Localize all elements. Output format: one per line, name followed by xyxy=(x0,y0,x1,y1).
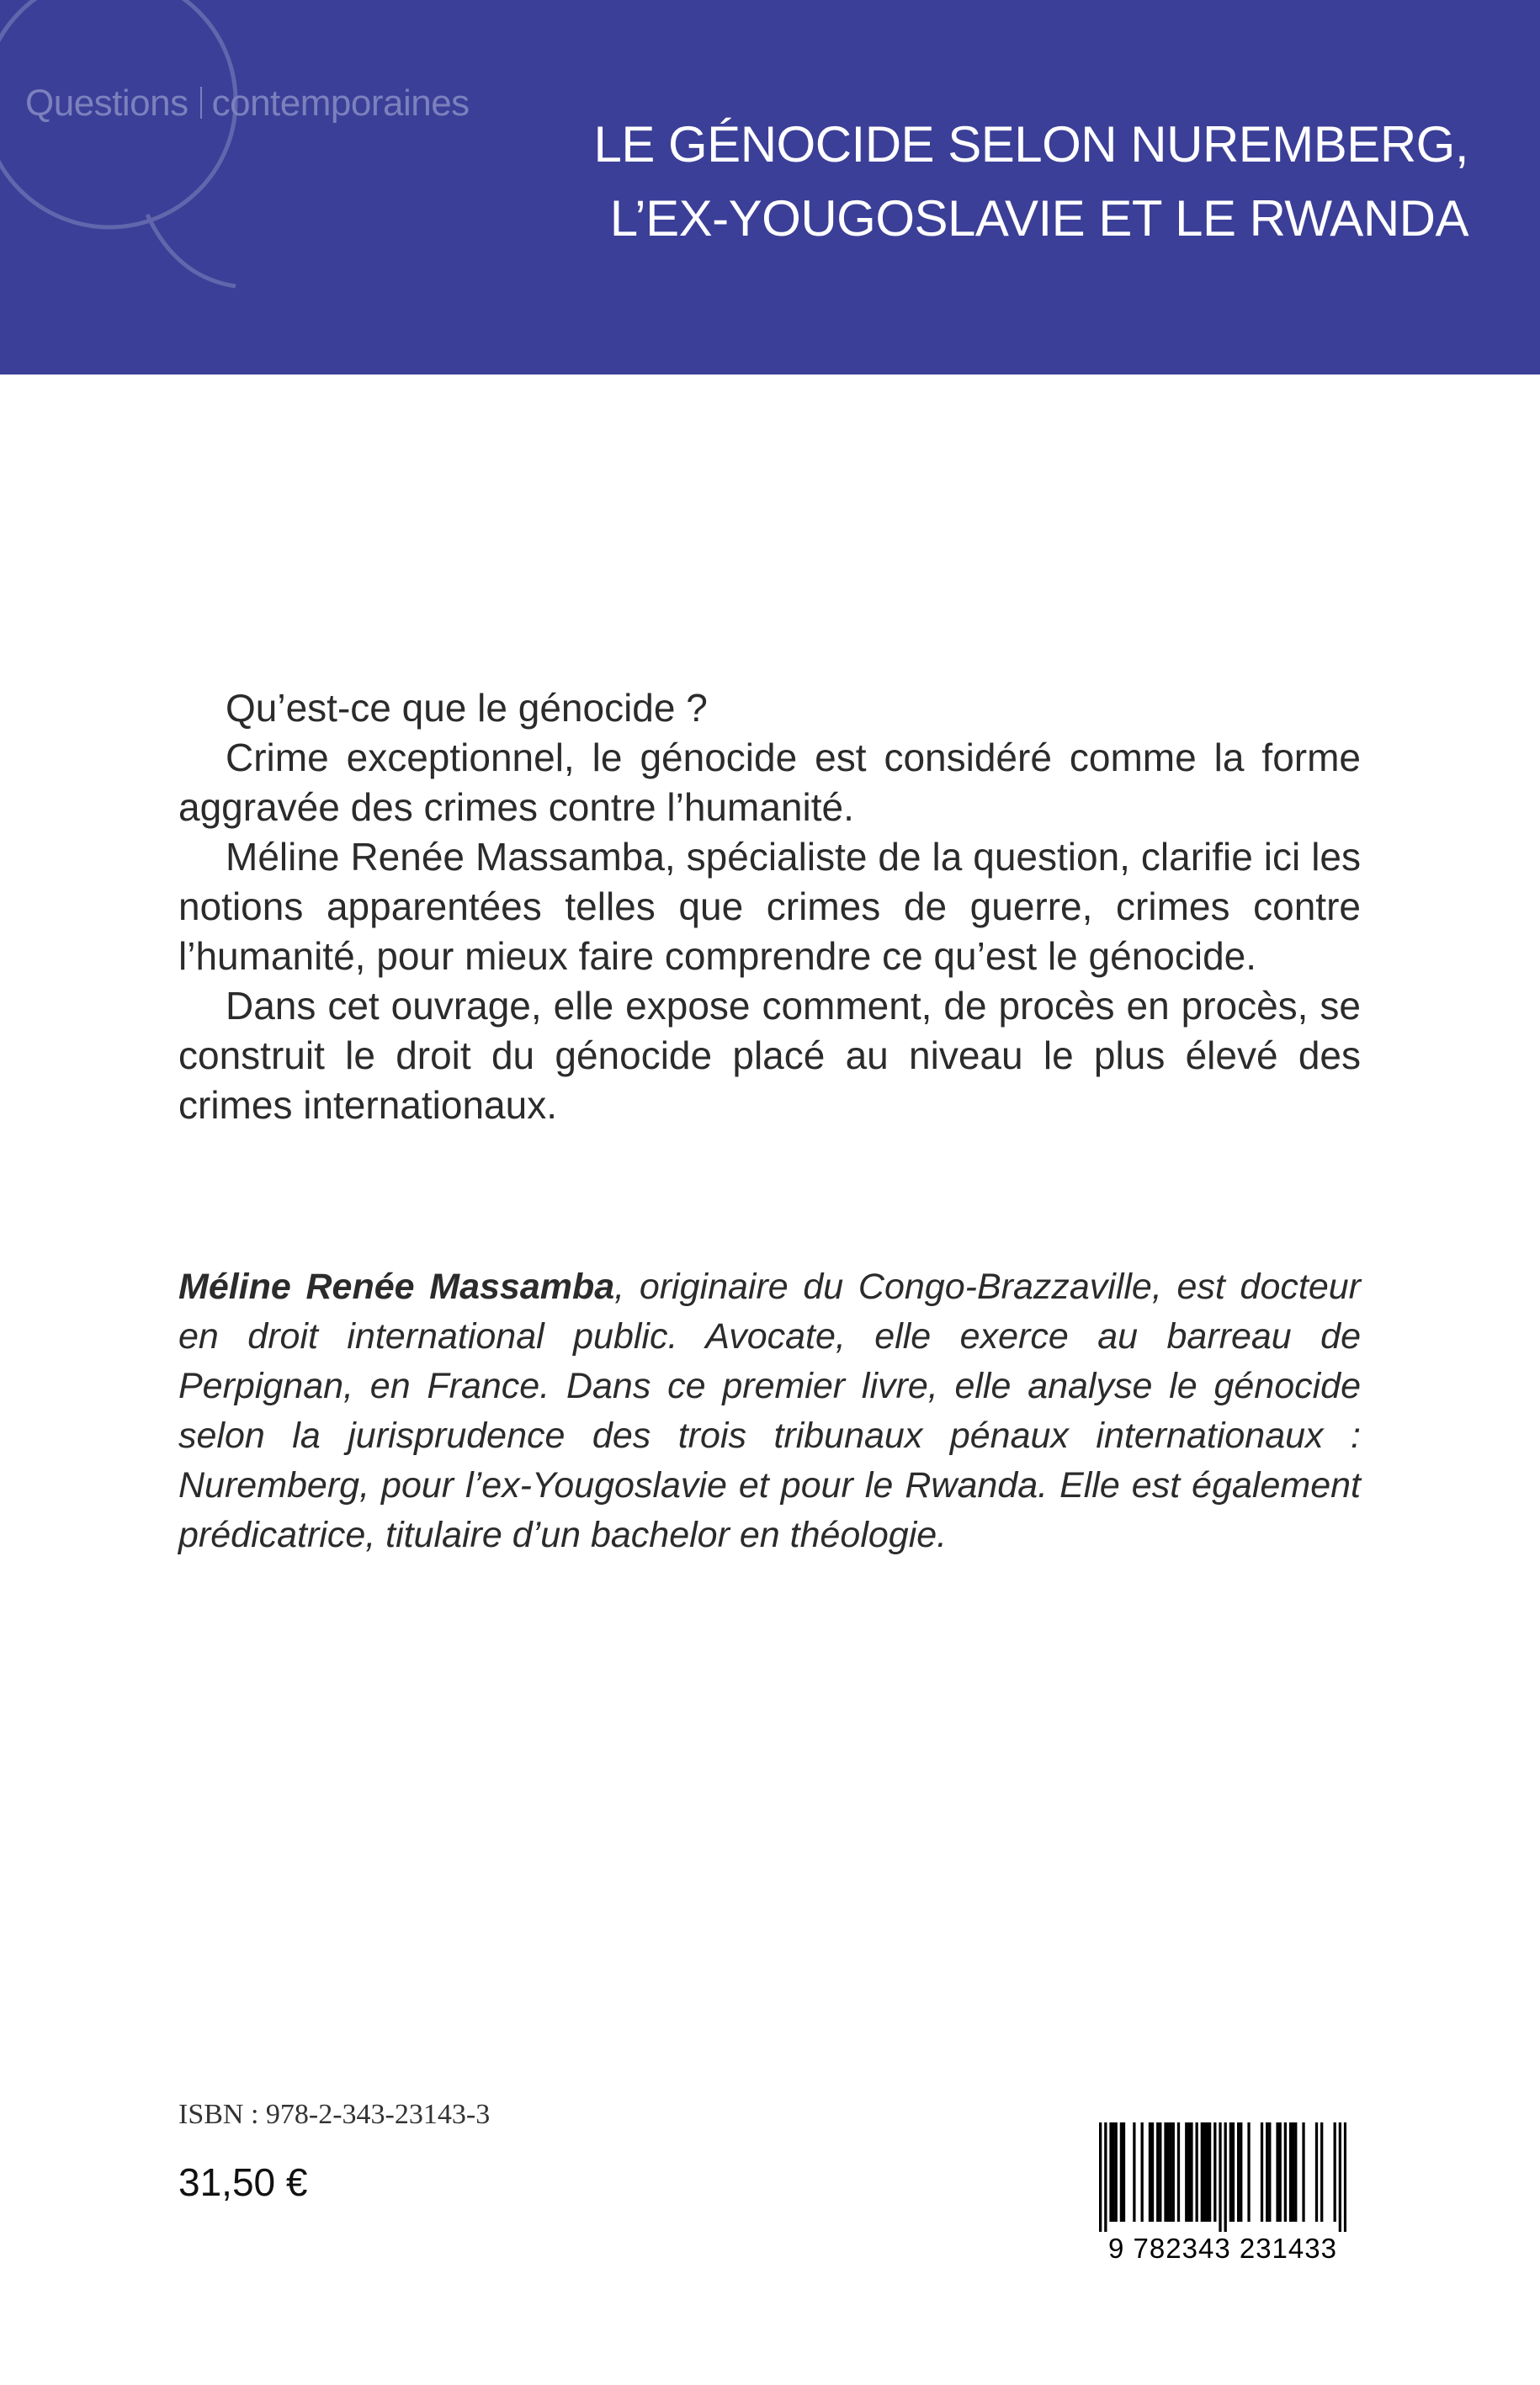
barcode-bar xyxy=(1261,2122,1263,2222)
book-title-line-1: LE GÉNOCIDE SELON NUREMBERG, xyxy=(593,116,1468,173)
series-name-right: contemporaines xyxy=(211,82,470,124)
barcode-bar xyxy=(1276,2122,1278,2222)
synopsis-paragraph: Crime exceptionnel, le génocide est considéré comme la forme aggravée des crimes contre l’humanité. xyxy=(178,736,1361,829)
barcode-bar xyxy=(1302,2122,1304,2222)
author-name: Méline Renée Massamba xyxy=(178,1267,615,1307)
barcode-bar xyxy=(1219,2122,1221,2232)
barcode-bar xyxy=(1156,2122,1159,2222)
barcode-bar xyxy=(1149,2122,1151,2222)
barcode-bar xyxy=(1294,2122,1297,2222)
barcode-bar xyxy=(1123,2122,1125,2222)
series-name xyxy=(25,82,470,125)
barcode-bar xyxy=(1159,2122,1161,2222)
barcode-bar xyxy=(1177,2122,1180,2222)
barcode-bar xyxy=(1237,2122,1240,2222)
q-letter-logo-icon xyxy=(0,0,252,295)
barcode-bar xyxy=(1185,2122,1187,2222)
barcode-bar xyxy=(1266,2122,1268,2222)
barcode-bar xyxy=(1232,2122,1235,2222)
price: 31,50 € xyxy=(178,2160,308,2204)
ean13-barcode-icon xyxy=(1099,2122,1346,2232)
barcode-bar xyxy=(1201,2122,1203,2222)
barcode-bar xyxy=(1315,2122,1318,2222)
barcode-bar xyxy=(1279,2122,1282,2222)
barcode-bar xyxy=(1172,2122,1175,2222)
barcode-bar xyxy=(1109,2122,1112,2222)
barcode-bar xyxy=(1292,2122,1294,2222)
barcode-bar xyxy=(1247,2122,1250,2222)
author-bio xyxy=(178,1262,1361,1560)
barcode-bar xyxy=(1268,2122,1271,2222)
barcode-bar xyxy=(1203,2122,1206,2222)
barcode-bar xyxy=(1104,2122,1107,2232)
barcode-bar xyxy=(1284,2122,1287,2222)
barcode-bar xyxy=(1151,2122,1154,2222)
author-bio-text: , originaire du Congo-Brazzaville, est docteur en droit international public. Avocate, elle exerce au barreau de Perpignan, en France. Dans ce premier livre, elle analyse le génocide selon la jurisprudence des trois tribunaux pénaux internationaux : Nuremberg, pour l’ex-Yougoslavie et pour le Rwanda. Elle est également prédicatrice, titulaire d’un bachelor en théologie. xyxy=(178,1267,1361,1555)
barcode-bar xyxy=(1206,2122,1208,2222)
barcode-digits: 9 782343 231433 xyxy=(1108,2233,1337,2264)
barcode-bar xyxy=(1099,2122,1102,2232)
barcode xyxy=(1084,2102,1362,2279)
barcode-bar xyxy=(1339,2122,1341,2232)
barcode-bar xyxy=(1334,2122,1336,2222)
barcode-bar xyxy=(1229,2122,1232,2222)
barcode-bar xyxy=(1115,2122,1118,2222)
barcode-bar xyxy=(1320,2122,1323,2222)
barcode-bar xyxy=(1133,2122,1135,2222)
barcode-bar xyxy=(1112,2122,1114,2222)
barcode-bar xyxy=(1344,2122,1346,2232)
book-title xyxy=(593,108,1468,256)
barcode-bar xyxy=(1187,2122,1190,2222)
book-title-line-2: L’EX-YOUGOSLAVIE ET LE RWANDA xyxy=(609,190,1468,247)
barcode-bar xyxy=(1166,2122,1169,2222)
header-band xyxy=(0,0,1540,374)
barcode-bar xyxy=(1170,2122,1172,2222)
barcode-bar xyxy=(1164,2122,1166,2222)
barcode-bar xyxy=(1213,2122,1216,2222)
synopsis-paragraph: Méline Renée Massamba, spécialiste de la question, clarifie ici les notions apparentées telles que crimes de guerre, crimes contre l’humanité, pour mieux faire comprendre ce qu’est le génocide. xyxy=(178,835,1361,978)
barcode-bar xyxy=(1190,2122,1192,2222)
barcode-bar xyxy=(1196,2122,1198,2222)
barcode-bar xyxy=(1289,2122,1292,2222)
series-separator xyxy=(200,87,202,119)
barcode-bar xyxy=(1240,2122,1242,2222)
synopsis-paragraph: Dans cet ouvrage, elle expose comment, de procès en procès, se construit le droit du génocide placé au niveau le plus élevé des crimes internationaux. xyxy=(178,984,1361,1127)
barcode-bar xyxy=(1224,2122,1227,2232)
barcode-bar xyxy=(1120,2122,1123,2222)
series-name-left: Questions xyxy=(25,82,189,124)
barcode-bar xyxy=(1208,2122,1211,2222)
synopsis xyxy=(178,683,1361,1130)
isbn-text: ISBN : 978-2-343-23143-3 xyxy=(178,2099,491,2130)
synopsis-paragraph: Qu’est-ce que le génocide ? xyxy=(226,686,708,730)
barcode-bar xyxy=(1141,2122,1144,2222)
